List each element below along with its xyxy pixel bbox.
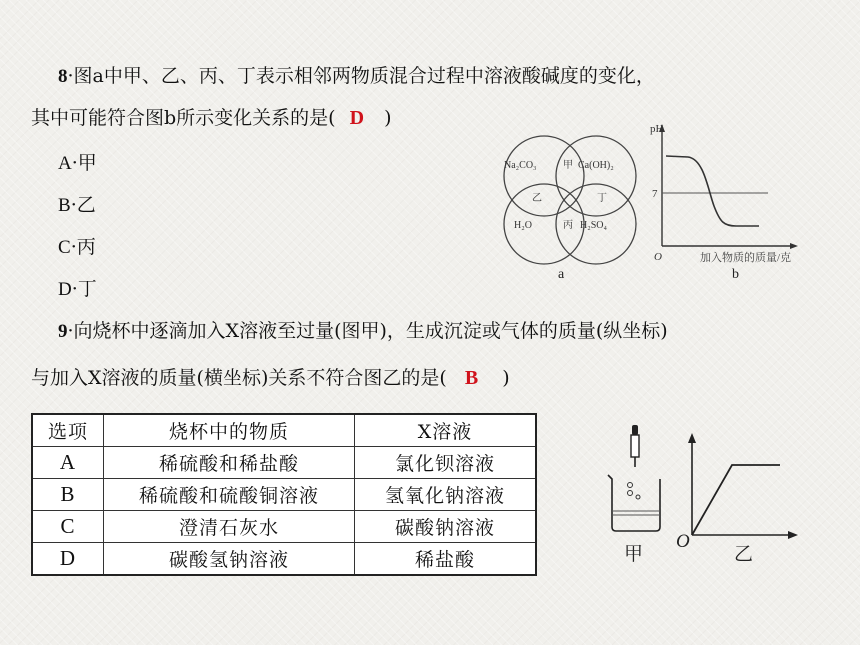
fig-b-origin: O [654, 251, 662, 263]
fig-a-caoh2: Ca(OH)₂ [578, 160, 614, 171]
q9-stem-line1: ·向烧杯中逐滴加入X溶液至过量(图甲)，生成沉淀或气体的质量(纵坐标) [67, 320, 668, 342]
row-option: C [32, 511, 104, 543]
row-option: D [32, 543, 104, 576]
q9-stem-line2: 与加入X溶液的质量(横坐标)关系不符合图乙的是( [31, 367, 447, 389]
row-x-solution: 稀盐酸 [355, 543, 537, 576]
q8-line1 [58, 63, 655, 90]
fig-a-bing: 丙 [563, 220, 573, 231]
fig-a-caption: a [558, 267, 565, 282]
q9-stem-close: ) [502, 367, 510, 389]
option-letter: A [58, 153, 72, 174]
table-row[interactable] [32, 511, 536, 543]
q9-answer: B [464, 367, 479, 389]
option-text: ·乙 [70, 194, 96, 216]
option-letter: C [58, 237, 71, 258]
row-x-solution: 氯化钡溶液 [355, 447, 537, 479]
q8-line2 [31, 105, 392, 131]
figure-yi-graph [670, 425, 800, 575]
option-letter: D [58, 279, 72, 300]
row-x-solution: 碳酸钠溶液 [355, 511, 537, 543]
q8-option-c[interactable] [58, 234, 96, 261]
header-option: 选项 [32, 414, 104, 447]
fig-jia-caption: 甲 [624, 544, 644, 565]
fig-b-xlabel: 加入物质的质量/克 [700, 252, 792, 264]
option-text: ·丁 [71, 278, 97, 300]
q8-answer: D [349, 107, 365, 129]
fig-a-h2o: H₂O [514, 220, 532, 231]
row-beaker-substance: 稀硫酸和硫酸铜溶液 [104, 479, 355, 511]
table-header-row [32, 414, 536, 447]
option-text: ·丙 [70, 236, 96, 258]
figure-a-venn [500, 118, 640, 288]
fig-a-yi: 乙 [532, 193, 542, 204]
option-letter: B [58, 195, 71, 216]
q8-stem-line2: 其中可能符合图b所示变化关系的是( [31, 107, 336, 129]
fig-a-na2co3: Na₂CO₃ [504, 160, 537, 171]
fig-b-caption: b [732, 267, 739, 282]
row-option: A [32, 447, 104, 479]
figure-b-ph-curve [644, 118, 816, 288]
q8-option-b[interactable] [58, 192, 96, 219]
q9-line2 [31, 365, 510, 391]
q9-line1 [58, 318, 668, 345]
fig-a-jia: 甲 [563, 160, 573, 171]
q8-stem-line1: ·图a中甲、乙、丙、丁表示相邻两物质混合过程中溶液酸碱度的变化， [67, 65, 655, 87]
option-text: ·甲 [71, 152, 97, 174]
q8-stem-close: ) [384, 107, 392, 129]
fig-b-ylabel: pH [650, 123, 664, 135]
fig-yi-caption: 乙 [734, 544, 754, 565]
row-option: B [32, 479, 104, 511]
row-beaker-substance: 稀硫酸和稀盐酸 [104, 447, 355, 479]
fig-a-ding: 丁 [597, 193, 607, 204]
q8-number: 8 [58, 66, 68, 87]
table-row[interactable] [32, 543, 536, 576]
q8-option-d[interactable] [58, 276, 97, 303]
row-beaker-substance: 碳酸氢钠溶液 [104, 543, 355, 576]
row-x-solution: 氢氧化钠溶液 [355, 479, 537, 511]
table-row[interactable] [32, 447, 536, 479]
row-beaker-substance: 澄清石灰水 [104, 511, 355, 543]
fig-a-h2so4: H₂SO₄ [580, 220, 607, 231]
fig-b-tick-7: 7 [652, 188, 658, 200]
header-beaker-substance: 烧杯中的物质 [104, 414, 355, 447]
table-row[interactable] [32, 479, 536, 511]
fig-yi-origin: O [676, 531, 690, 552]
q9-options-table [31, 413, 537, 576]
q8-option-a[interactable] [58, 150, 97, 177]
header-x-solution: X溶液 [355, 414, 537, 447]
q9-number: 9 [58, 321, 68, 342]
